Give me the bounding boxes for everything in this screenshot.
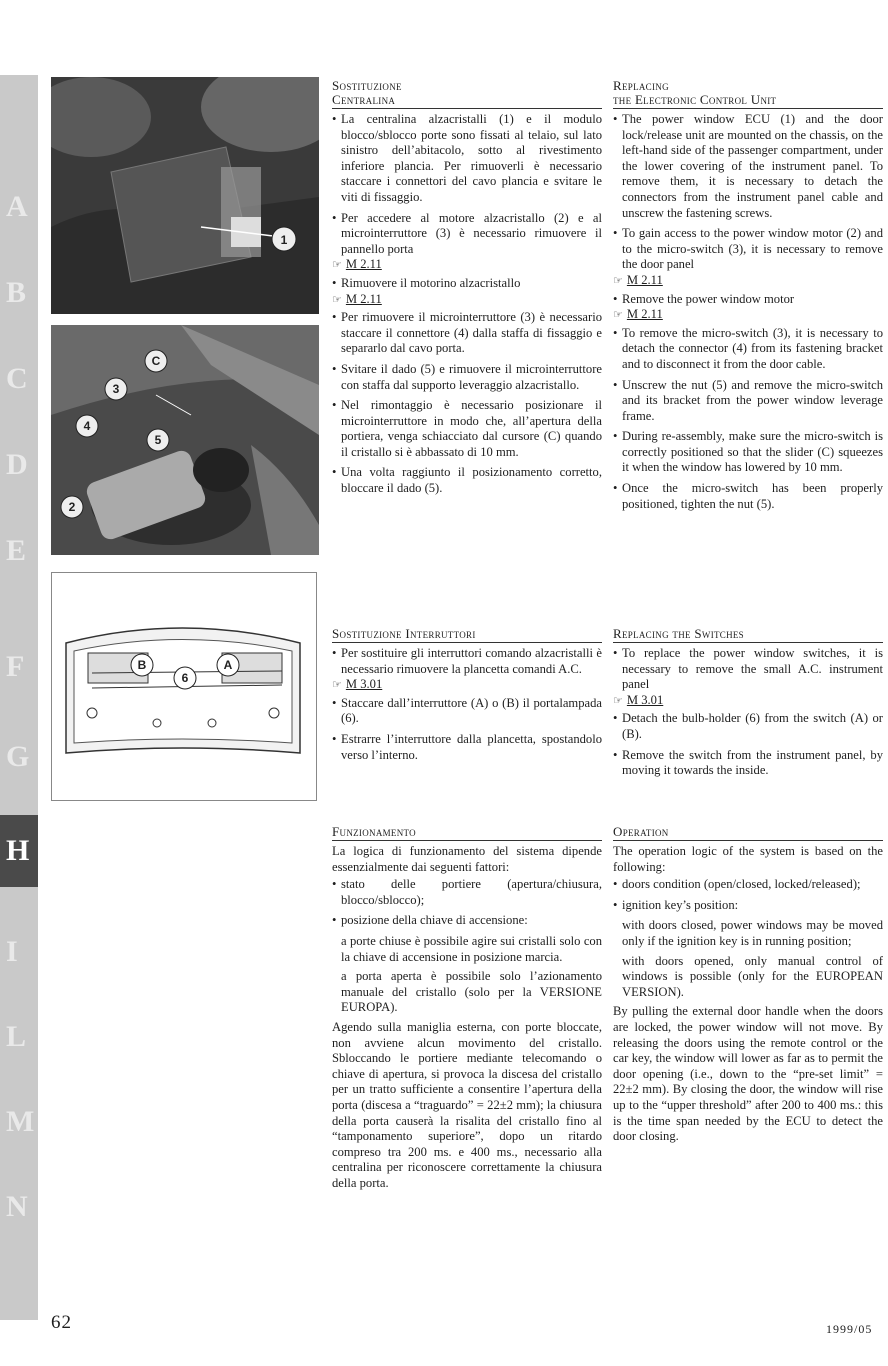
callout-4: 4 [83,419,91,433]
section-tab-h[interactable]: H [0,815,38,887]
callout-5: 5 [154,433,162,447]
en-heading-operation: Operation [613,825,883,841]
hand-pointer-icon: ☞ [332,679,342,692]
callout-b: B [137,658,147,672]
it-heading-operation: Funzionamento [332,825,602,841]
en-step: • Remove the power window motor [613,292,883,308]
en-condition: with doors opened, only manual control of windows is possible (only for the EUROPEAN VERSION). [622,953,883,999]
en-step: • The power window ECU (1) and the door lock/release unit are mounted on the chassis, on the left-hand side of the passenger compartment, under the lower covering of the instrument panel. To remove them, it is necessary to detach the connectors from the instrument panel cable and unscrew the fastening screws. [613,112,883,221]
it-intro: La logica di funzionamento del sistema dipende essenzialmente dai seguenti fattori: [332,844,602,874]
en-heading-switches: Replacing the Switches [613,627,883,643]
callout-1: 1 [280,233,288,247]
section-tab-e[interactable]: E [6,534,27,567]
it-ref-code[interactable]: M 3.01 [345,677,383,692]
it-factor: • posizione della chiave di accensione: [332,913,602,929]
en-ref [613,693,883,710]
it-condition: a porte chiuse è possibile agire sui cristalli solo con la chiave di accensione in posizione marcia. [341,933,602,964]
en-ref [613,307,883,324]
en-ref-code[interactable]: M 2.11 [626,307,663,322]
en-step: • Once the micro-switch has been properly positioned, tighten the nut (5). [613,481,883,512]
en-heading-ecu-line1: Replacing [613,78,669,93]
it-ref [332,257,602,274]
it-section-operation [332,825,602,1193]
hand-pointer-icon: ☞ [332,259,342,272]
photo-window-motor [51,325,319,555]
it-ref [332,677,602,694]
section-tab-l[interactable]: L [6,1020,27,1053]
en-description: By pulling the external door handle when the doors are locked, the power window will not move. By releasing the doors using the remote control or the car key, the window will lower as far as to permit the door opening (i.e., down to the “pre-set limit” = 22±2 mm). By closing the door, the window will rise up to the “upper threshold” after 200 to 400 ms.: this is the time span needed by the ECU to detect the door closing. [613,1004,883,1144]
it-factor: • stato delle portiere (apertura/chiusura, blocco/sblocco); [332,877,602,908]
en-step: • Detach the bulb-holder (6) from the switch (A) or (B). [613,711,883,742]
en-section-switches [613,627,883,784]
en-step: • To gain access to the power window motor (2) and to the micro-switch (3), it is necessary to remove the door panel [613,226,883,273]
callout-3: 3 [112,382,120,396]
it-heading-ecu-line2: Centralina [332,93,602,109]
it-step: • Svitare il dado (5) e rimuovere il microinterruttore con staffa dal supporto leveraggio alzacristallo. [332,362,602,393]
en-heading-ecu-line2: the Electronic Control Unit [613,93,883,109]
it-step: • Rimuovere il motorino alzacristallo [332,276,602,292]
it-ref-code[interactable]: M 2.11 [345,291,382,306]
it-step: • Per sostituire gli interruttori comando alzacristalli è necessario rimuovere la plancetta comandi A.C. [332,646,602,677]
callout-c: C [151,354,161,368]
section-tab-d[interactable]: D [6,448,28,481]
en-step: • To remove the micro-switch (3), it is necessary to detach the connector (4) from its fastening bracket and to disconnect it from the door cable. [613,326,883,373]
en-condition: with doors closed, power windows may be moved only if the ignition key is in running position; [622,918,883,948]
it-step: • Estrarre l’interruttore dalla plancetta, spostandolo verso l’interno. [332,732,602,763]
section-tabs [0,75,38,1320]
en-factor: • doors condition (open/closed, locked/released); [613,877,883,893]
it-ref [332,292,602,309]
callout-a: A [223,658,233,672]
en-intro: The operation logic of the system is based on the following: [613,844,883,874]
it-condition: a porta aperta è possibile solo l’azionamento manuale del cristallo (solo per la VERSIONE EUROPA). [341,969,602,1015]
it-heading-switches: Sostituzione Interruttori [332,627,602,643]
en-section-ecu [613,79,883,517]
en-ref-code[interactable]: M 3.01 [626,692,664,707]
callout-2: 2 [68,500,76,514]
it-description: Agendo sulla maniglia esterna, con porte bloccate, non avviene alcun movimento del cristallo. Sbloccando le portiere mediante telecomando o chiave di apertura, si provoca la discesa del cristallo per un tratto sufficiente a consentire l’apertura della porta (discesa a “traguardo” = 22±2 mm); la chiusura della porta causerà la risalita del cristallo fino al “tamponamento superiore”, dopo un ritardo compreso tra 200 ms. e 400 ms., necessario alla centralina per riconoscere correttamente la chiusura della porta. [332,1019,602,1190]
edition-date: 1999/05 [826,1322,873,1336]
en-step: • During re-assembly, make sure the micro-switch is correctly positioned so that the slider (C) squeezes it when the window has lowered by 10 mm. [613,429,883,476]
it-section-switches [332,627,602,768]
section-tab-g[interactable]: G [6,740,30,773]
en-step: • Unscrew the nut (5) and remove the micro-switch and its bracket from the power window leverage frame. [613,378,883,425]
it-step: • Nel rimontaggio è necessario posizionare il microinterruttore in modo che, all’apertura della portiera, venga schiacciato dal cursore (C) quando il cristallo si è abbassato di 10 mm. [332,398,602,460]
callout-6: 6 [181,671,189,685]
en-section-operation [613,825,883,1147]
it-step: • Per rimuovere il microinterruttore (3) è necessario staccare il connettore (4) dalla staffa di fissaggio e separarlo dal cavo porta. [332,310,602,357]
section-tab-a[interactable]: A [6,190,28,223]
en-step: • To replace the power window switches, it is necessary to remove the small A.C. instrument panel [613,646,883,693]
it-ref-code[interactable]: M 2.11 [345,257,382,272]
hand-pointer-icon: ☞ [613,309,623,322]
section-tab-i[interactable]: I [6,935,18,968]
section-tab-b[interactable]: B [6,276,27,309]
it-step: • Per accedere al motore alzacristallo (2) e al microinterruttore (3) è necessario rimuovere il pannello porta [332,211,602,258]
it-step: • Staccare dall’interruttore (A) o (B) il portalampada (6). [332,696,602,727]
hand-pointer-icon: ☞ [613,274,623,287]
section-tab-f[interactable]: F [6,650,25,683]
section-tab-m[interactable]: M [6,1105,35,1138]
section-tab-c[interactable]: C [6,362,28,395]
switch-panel-diagram [51,572,317,801]
it-section-ecu [332,79,602,502]
hand-pointer-icon: ☞ [332,293,342,306]
en-factor: • ignition key’s position: [613,898,883,914]
en-ref [613,273,883,290]
hand-pointer-icon: ☞ [613,694,623,707]
photo-ecu [51,77,319,314]
en-step: • Remove the switch from the instrument panel, by moving it towards the inside. [613,748,883,779]
it-step: • Una volta raggiunto il posizionamento corretto, bloccare il dado (5). [332,465,602,496]
en-ref-code[interactable]: M 2.11 [626,272,663,287]
section-tab-n[interactable]: N [6,1190,28,1223]
it-step: • La centralina alzacristalli (1) e il modulo blocco/sblocco porte sono fissati al telaio, sul lato sinistro dell’abitacolo, sotto al rivestimento inferiore plancia. Per rimuoverli è necessario staccare i connettori del cavo plancia e svitare le viti di fissaggio. [332,112,602,206]
page-number: 62 [51,1312,72,1333]
it-heading-ecu-line1: Sostituzione [332,78,402,93]
